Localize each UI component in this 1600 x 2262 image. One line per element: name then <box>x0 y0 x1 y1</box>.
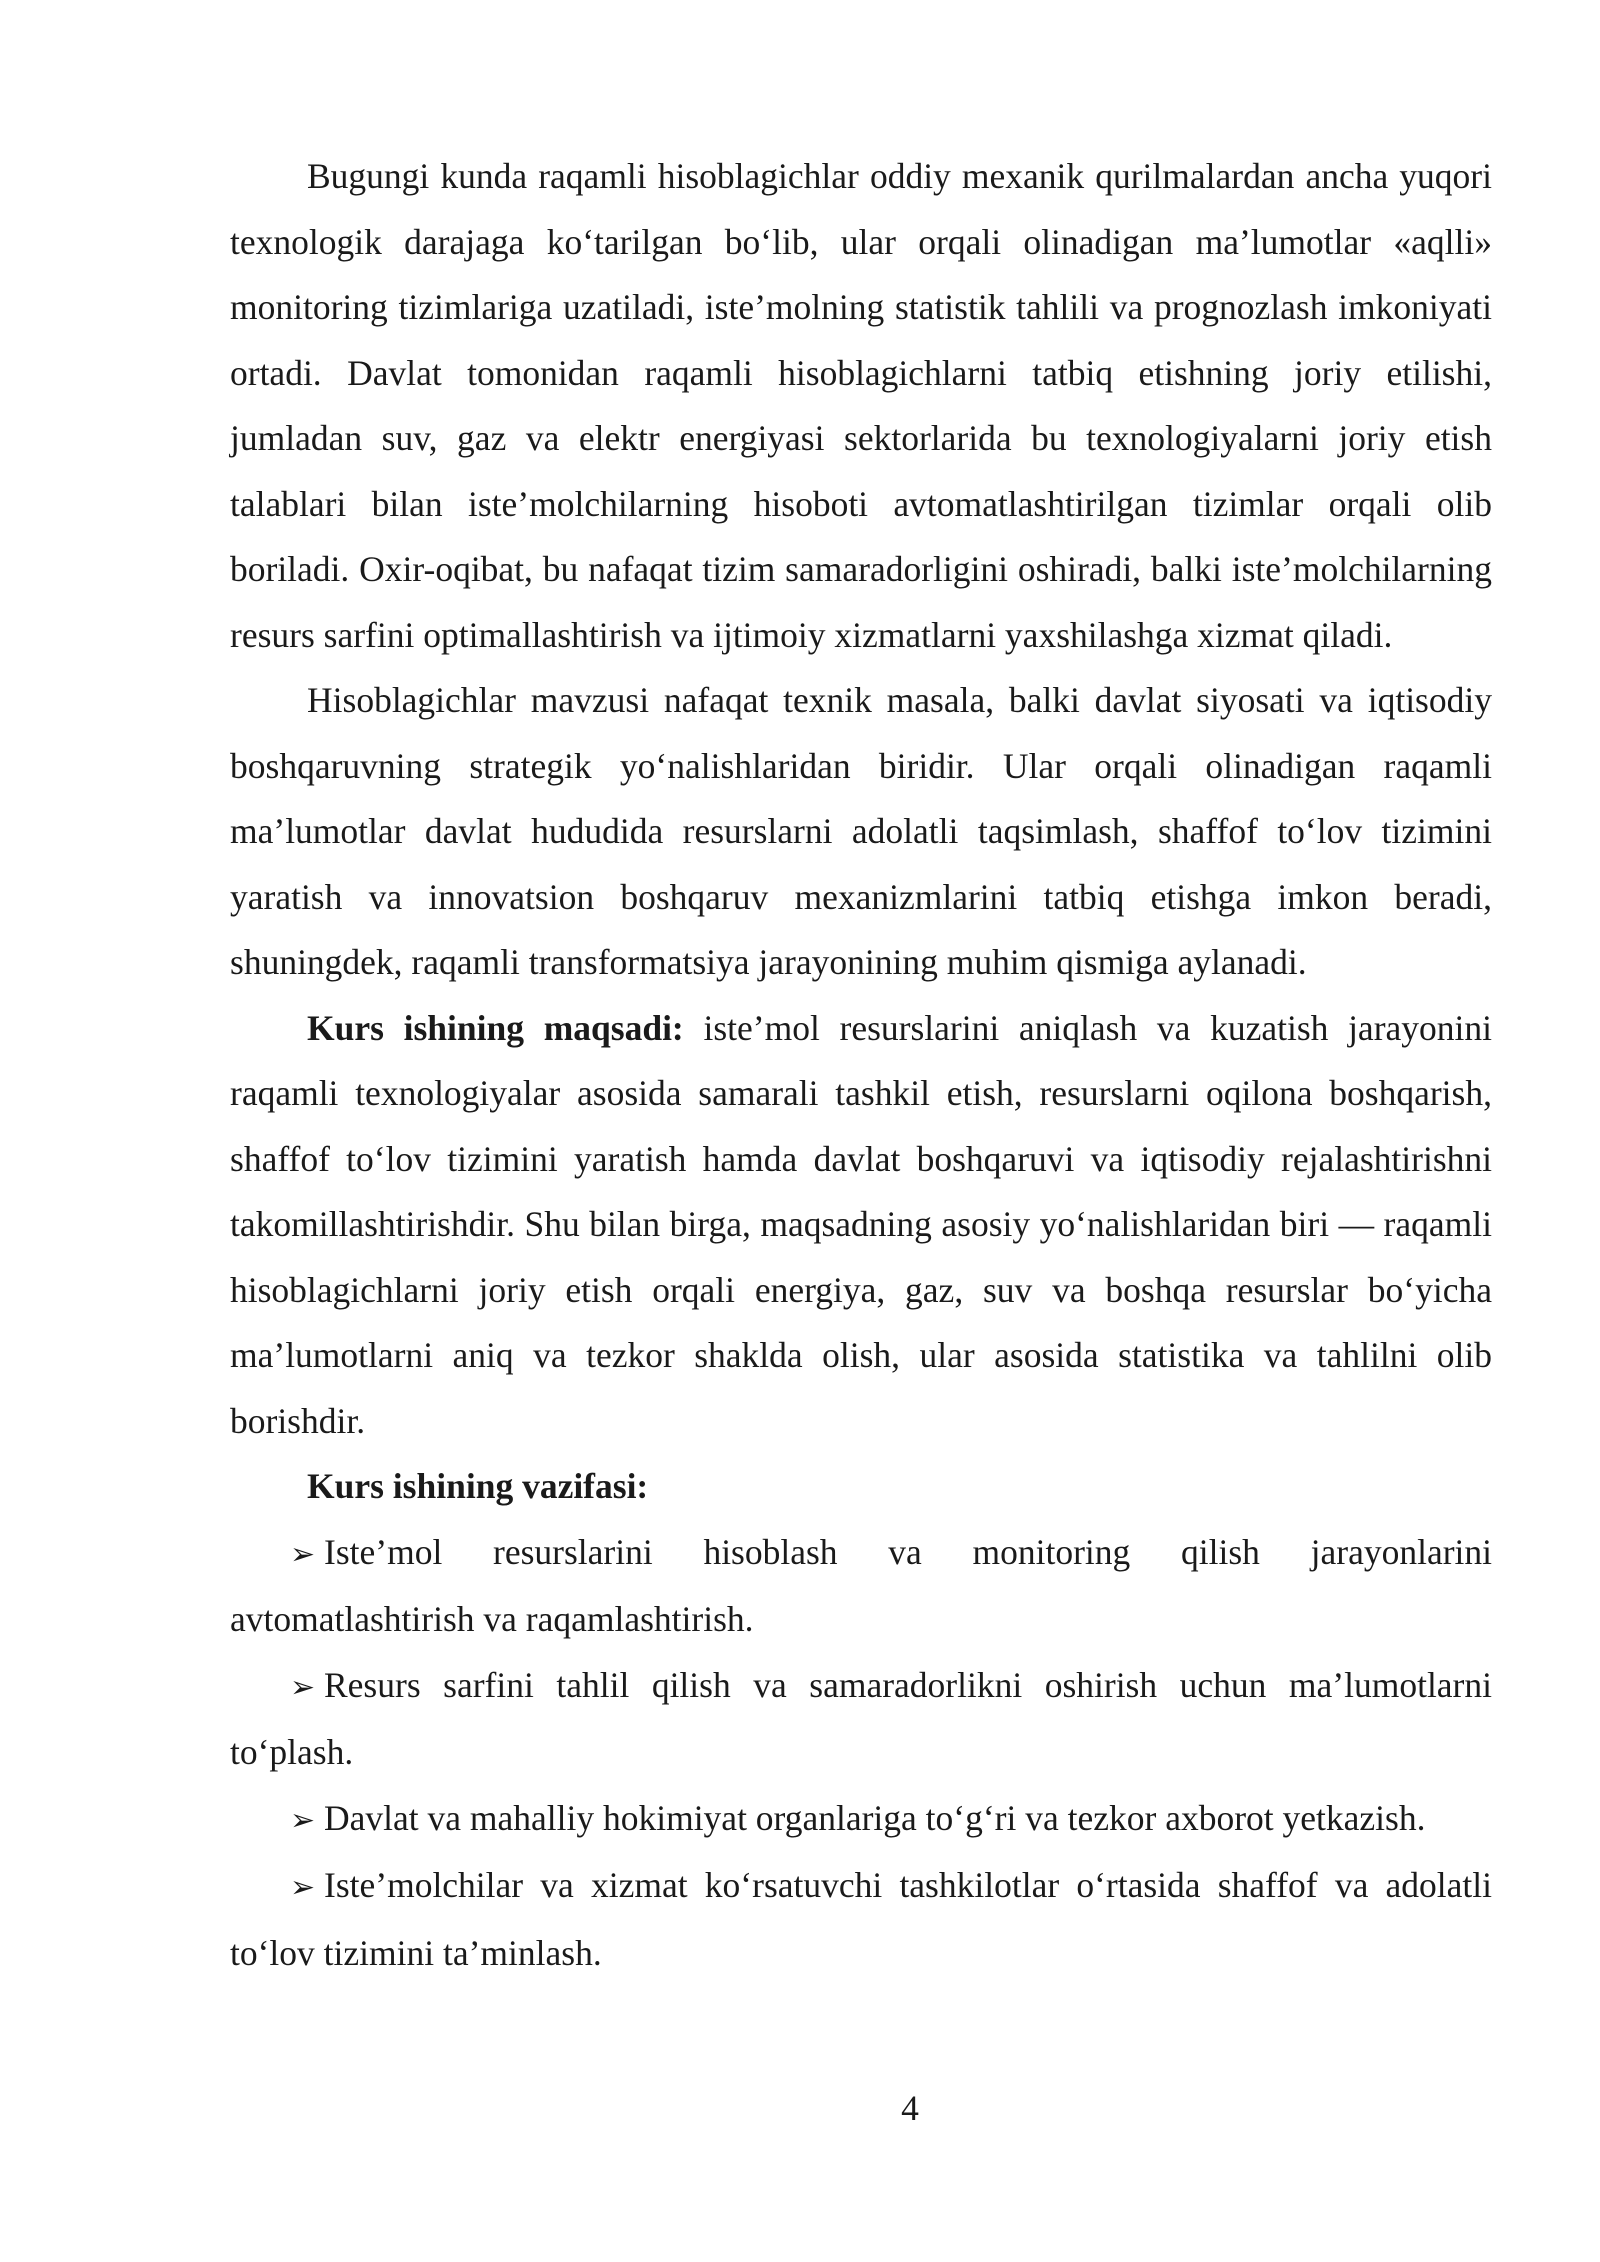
arrow-bullet-icon: ➢ <box>290 1536 316 1572</box>
page-number: 4 <box>901 2088 919 2128</box>
tasks-heading: Kurs ishining vazifasi: <box>307 1466 649 1506</box>
task-item <box>230 1653 1492 1786</box>
paragraph-goal <box>230 996 1492 1455</box>
goal-text: iste’mol resurslarini aniqlash va kuzatish jarayonini raqamli texnologiyalar asosida samarali tashkil etish, resurslarni oqilona boshqarish, shaffof toʻlov tizimini yaratish hamda davlat boshqaruvi va iqtisodiy rejalashtirishni takomillashtirishdir. Shu bilan birga, maqsadning asosiy yoʻnalishlaridan biri — raqamli hisoblagichlarni joriy etish orqali energiya, gaz, suv va boshqa resurslar boʻyicha ma’lumotlarni aniq va tezkor shaklda olish, ular asosida statistika va tahlilni olib borishdir. <box>230 1007 1492 1441</box>
arrow-bullet-icon: ➢ <box>290 1870 316 1905</box>
task-item <box>230 1786 1492 1854</box>
paragraph-meters-topic: Hisoblagichlar mavzusi nafaqat texnik masala, balki davlat siyosati va iqtisodiy boshqaruvning strategik yoʻnalishlaridan biridir. Ular orqali olinadigan raqamli ma’lumotlar davlat hududida resurslarni adolatli taqsimlash, shaffof toʻlov tizimini yaratish va innovatsion boshqaruv mexanizmlarini tatbiq etishga imkon beradi, shuningdek, raqamli transformatsiya jarayonining muhim qismiga aylanadi. <box>230 680 1492 982</box>
task-item-text: Resurs sarfini tahlil qilish va samaradorlikni oshirish uchun ma’lumotlarni toʻplash. <box>230 1664 1492 1772</box>
task-item-text: Iste’mol resurslarini hisoblash va monitoring qilish jarayonlarini avtomatlashtirish va raqamlashtirish. <box>230 1531 1492 1639</box>
page-body <box>230 144 1492 1986</box>
task-item <box>230 1520 1492 1653</box>
arrow-bullet-icon: ➢ <box>290 1669 316 1705</box>
task-item-text: Iste’molchilar va xizmat koʻrsatuvchi tashkilotlar oʻrtasida shaffof va adolatli toʻlov tizimini ta’minlash. <box>230 1865 1492 1973</box>
paragraph-intro: Bugungi kunda raqamli hisoblagichlar oddiy mexanik qurilmalardan ancha yuqori texnologik darajaga koʻtarilgan boʻlib, ular orqali olinadigan ma’lumotlar «aqlli» monitoring tizimlariga uzatiladi, iste’molning statistik tahlili va prognozlash imkoniyati ortadi. Davlat tomonidan raqamli hisoblagichlarni tatbiq etishning joriy etilishi, jumladan suv, gaz va elektr energiyasi sektorlarida bu texnologiyalarni joriy etish talablari bilan iste’molchilarning hisoboti avtomatlashtirilgan tizimlar orqali olib boriladi. Oxir-oqibat, bu nafaqat tizim samaradorligini oshiradi, balki iste’molchilarning resurs sarfini optimallashtirish va ijtimoiy xizmatlarni yaxshilashga xizmat qiladi. <box>230 156 1492 655</box>
goal-label: Kurs ishining maqsadi: <box>307 1007 684 1048</box>
task-item-text: Davlat va mahalliy hokimiyat organlariga toʻgʻri va tezkor axborot yetkazish. <box>324 1797 1426 1838</box>
task-item <box>230 1853 1492 1986</box>
arrow-bullet-icon: ➢ <box>290 1802 316 1838</box>
